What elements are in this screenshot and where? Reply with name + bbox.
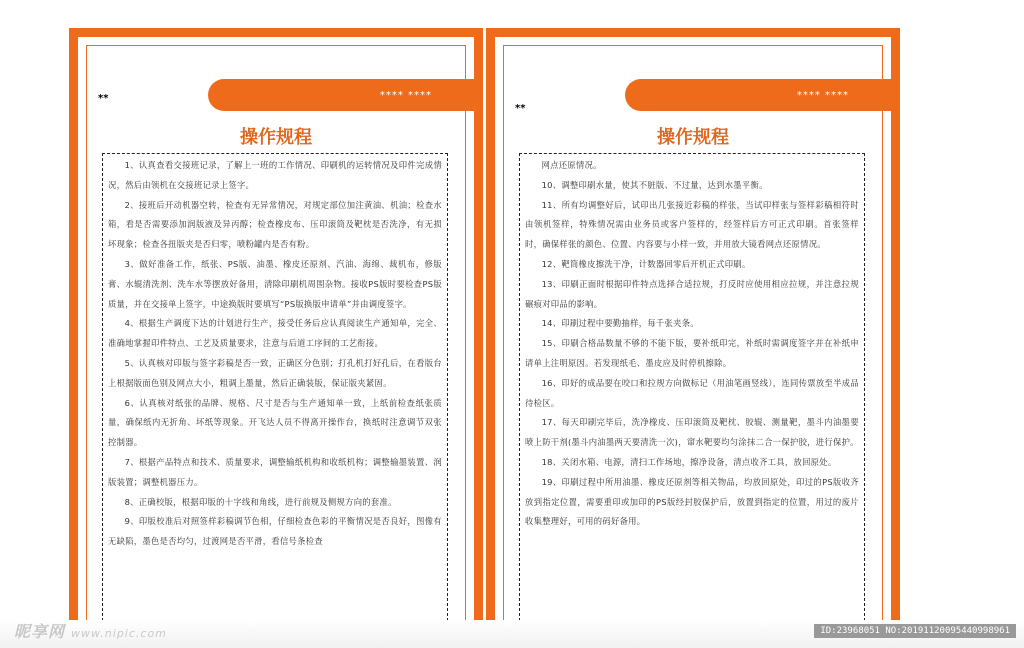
procedure-step: 12、靶筒橡皮擦洗干净，计数器回零后开机正式印刷。 xyxy=(541,258,751,269)
procedure-step: 4、根据生产调度下达的计划进行生产，接受任务后应认真阅读生产通知单，完全、准确地掌握印件特点、工艺及质量要求，注意与后道工序间的工艺衔接。 xyxy=(108,318,442,349)
header-banner xyxy=(208,79,476,111)
watermark-logo-text: 昵享网 xyxy=(14,622,66,641)
page-inner-frame xyxy=(78,37,474,648)
watermark-url: www.nipic.com xyxy=(71,627,167,640)
procedure-step: 3、做好准备工作，纸张、PS版、油墨、橡皮还原剂、汽油、海绵、裁机布，修版膏、水辊清洗剂、洗车水等摆放好备用，清除印刷机周围杂物。接收PS版时要检查PS版质量，并在交接单上签字，中途换版时要填写“PS版换版申请单”并由调度签字。 xyxy=(108,258,442,309)
watermark-footer xyxy=(0,620,1024,648)
page-inner-frame xyxy=(495,37,891,648)
procedure-step: 1、认真查看交接班记录，了解上一班的工作情况、印刷机的运转情况及印件完成情况，然后由领机在交接班记录上签字。 xyxy=(108,160,442,190)
left-document-page xyxy=(69,28,483,648)
procedure-step: 2、接班后开动机器空转，检查有无异常情况，对规定部位加注黄油、机油；检查水箱，看是否需要添加润版液及异丙醇；检查橡皮布、压印滚筒及靶枕是否洗净，有无损坏现象；检查各扭版夹是否归零，喷粉罐内是否有粉。 xyxy=(108,199,442,250)
procedure-step: 18、关闭水箱、电源，清扫工作场地，擦净设备，清点收齐工具，放回原处。 xyxy=(541,456,837,467)
stars-mark: ** xyxy=(98,93,109,104)
procedure-text-box xyxy=(102,153,448,621)
procedure-step: 10、调整印刷水量，使其不脏版、不过量，达到水墨平衡。 xyxy=(541,179,768,190)
procedure-step: 5、认真核对印版与签字彩稿是否一致，正确区分色别；打孔机打好孔后，在看版台上根据版面色别及网点大小，粗调上墨量，然后正确装版，保证版夹紧固。 xyxy=(108,357,442,388)
procedure-step: 13、印刷正面时根据印件特点选择合适拉规，打反时应使用相应拉规，并注意拉规碾痕对印品的影响。 xyxy=(525,278,859,309)
watermark-id: ID:23968051 NO:20191120095440998961 xyxy=(814,624,1016,638)
procedure-step: 8、正确校版，根据印版的十字线和角线，进行前规及侧规方向的套准。 xyxy=(124,496,397,507)
header-banner xyxy=(625,79,893,111)
procedure-step: 7、根据产品特点和技术、质量要求，调整输纸机构和收纸机构；调整输墨装置、润版装置；调整机器压力。 xyxy=(108,456,442,487)
procedure-step: 16、印好的成品要在咬口和拉规方向做标记（用油笔画竖线），连同传票放至半成品待检区。 xyxy=(525,377,859,408)
banner-text: **** **** xyxy=(796,89,849,101)
procedure-step: 19、印刷过程中所用油墨、橡皮还原剂等相关物品，均放回原处，印过的PS版收齐放到指定位置，需要重印或加印的PS版经封胶保护后，放置到指定的位置，用过的废片收集整理好，可用的码好备用。 xyxy=(525,476,859,527)
right-document-page xyxy=(486,28,900,648)
procedure-step: 11、所有均调整好后，试印出几张接近彩稿的样张，当试印样张与签样彩稿相符时由领机签样，特殊情况需由业务员或客户签样的，经签样后方可正式印刷。首张签样时，确保样张的颜色、位置、内容要与小样一致，并用放大镜看网点还原情况。 xyxy=(525,199,859,250)
watermark-logo xyxy=(14,619,167,642)
page-title: 操作规程 xyxy=(657,127,729,148)
procedure-step: 6、认真核对纸张的品牌、规格、尺寸是否与生产通知单一致，上纸前检查纸张质量，确保纸内无折角、坏纸等现象。开飞达人员不得离开操作台，换纸时注意调节双张控制器。 xyxy=(108,397,442,448)
procedure-step: 14、印刷过程中要勤抽样，每千张夹条。 xyxy=(541,318,699,329)
banner-text: **** **** xyxy=(379,89,432,101)
procedure-step: 15、印刷合格品数量不够的不能下版，要补纸印完，补纸时需调度签字并在补纸申请单上注明原因。若发现纸毛、墨皮应及时停机擦除。 xyxy=(525,338,859,368)
procedure-step: 网点还原情况。 xyxy=(541,160,602,170)
procedure-text-box xyxy=(519,153,865,621)
procedure-step: 9、印版校准后对照签样彩稿调节色相，仔细检查色彩的平衡情况是否良好，图像有无缺陷，墨色是否均匀，过渡网是否平滑，看信号条检查 xyxy=(108,516,442,547)
stars-mark: ** xyxy=(515,103,526,114)
procedure-step: 17、每天印刷完毕后，洗净橡皮、压印滚筒及靶枕、胶辊、测量靶，墨斗内油墨要喷上防干剂(墨斗内油墨两天要清洗一次)，窜水靶要均匀涂抹二合一保护胶，进行保护。 xyxy=(525,417,859,448)
page-title: 操作规程 xyxy=(240,127,312,148)
